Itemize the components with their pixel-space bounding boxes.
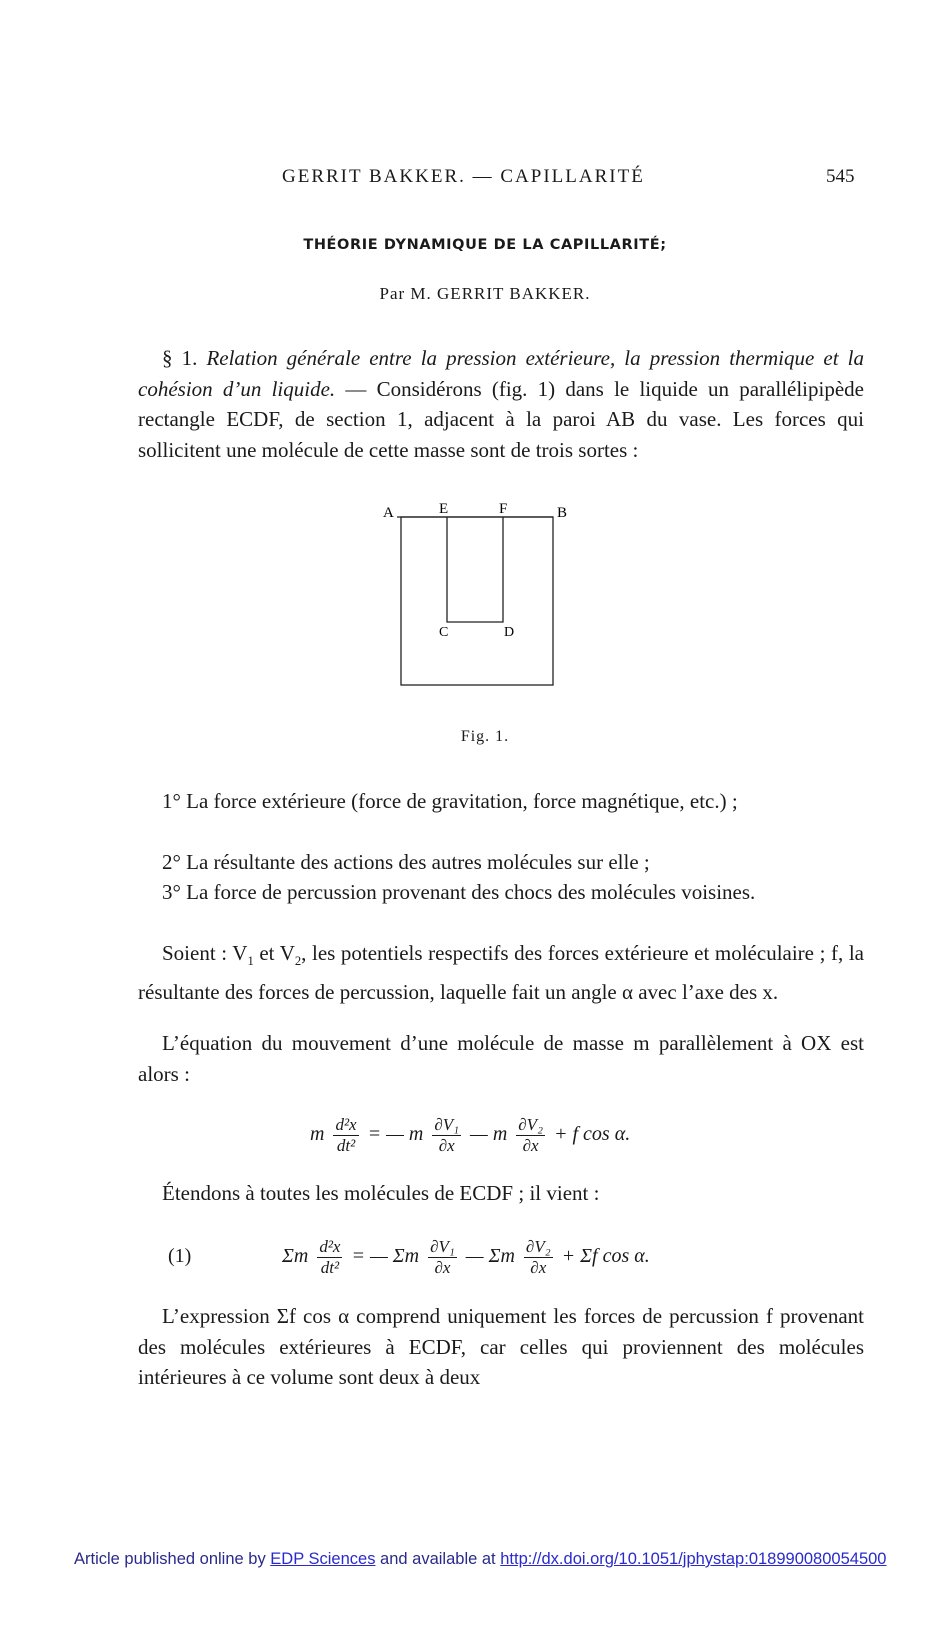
- section-mark: § 1.: [162, 346, 198, 370]
- parallelepiped-ecdf: [447, 517, 503, 622]
- label-c: C: [439, 625, 449, 640]
- paragraph-expression: L’expression Σf cos α comprend uniquement les forces de percussion f provenant des molécules extérieures à ECDF, car celles qui proviennent des molécules intérieures à ce volume sont deux à deux: [138, 1304, 864, 1389]
- paragraph-extend: Étendons à toutes les molécules de ECDF ; il vient :: [162, 1181, 600, 1205]
- list-item-2: 2° La résultante des actions des autres molécules sur elle ;: [162, 850, 650, 874]
- label-f: F: [499, 501, 508, 517]
- paragraph-soient: Soient : $V_1$ et $V_2$, les potentiels respectifs des forces extérieure et moléculaire ; f, la résultante des forces de percussion, laquelle fait un angle α avec l’axe des x.: [138, 941, 864, 1004]
- equation-motion: m $\frac{\text{d²x}}{\text{dt²}}$ = — m $\frac{\text{∂V₁}}{\partial x}$ — m $\frac{\text{∂V₂}}{\partial x}$ + f cos α.: [310, 1115, 631, 1155]
- paragraph-intro: [138, 343, 864, 465]
- section-heading: Relation générale entre la pression extérieure, la pression thermique et la cohésion d’un liquide.: [138, 346, 865, 401]
- running-head: GERRIT BAKKER. — CAPILLARITÉ: [282, 166, 645, 187]
- label-b: B: [557, 505, 568, 521]
- byline: Par M. GERRIT BAKKER.: [379, 284, 591, 303]
- vessel-outline: [401, 517, 553, 685]
- figure-rectangles: [383, 501, 575, 695]
- equation-number: (1): [168, 1245, 192, 1267]
- publication-footer: Article published online by EDP Sciences and available at http://dx.doi.org/10.1051/jphystap:018990080054500: [74, 1550, 887, 1568]
- article-title: THÉORIE DYNAMIQUE DE LA CAPILLARITÉ;: [303, 237, 667, 253]
- label-a: A: [383, 505, 394, 521]
- label-e: E: [439, 501, 449, 517]
- figure-caption: Fig. 1.: [460, 728, 510, 745]
- equation-sum: Σm $\frac{\text{d²x}}{\text{dt²}}$ = — Σm $\frac{\text{∂V₁}}{\partial x}$ — Σm $\frac{\text{∂V₂}}{\partial x}$ + Σf cos α.: [282, 1237, 650, 1277]
- list-item-3: 3° La force de percussion provenant des chocs des molécules voisines.: [162, 880, 756, 904]
- list-item-1: 1° La force extérieure (force de gravitation, force magnétique, etc.) ;: [162, 789, 738, 813]
- paragraph-text: — Considérons (fig. 1) dans le liquide un parallélipipède rectangle ECDF, de section 1, adjacent à la paroi AB du vase. Les forces qui sollicitent une molécule de cette masse sont de trois sortes :: [138, 376, 864, 462]
- edp-sciences-link[interactable]: EDP Sciences: [270, 1550, 376, 1568]
- page-number: 545: [826, 166, 855, 187]
- paragraph-equation-intro: L’équation du mouvement d’une molécule de masse m parallèlement à OX est alors :: [138, 1031, 864, 1086]
- label-d: D: [504, 625, 515, 640]
- doi-link[interactable]: http://dx.doi.org/10.1051/jphystap:018990080054500: [500, 1550, 887, 1568]
